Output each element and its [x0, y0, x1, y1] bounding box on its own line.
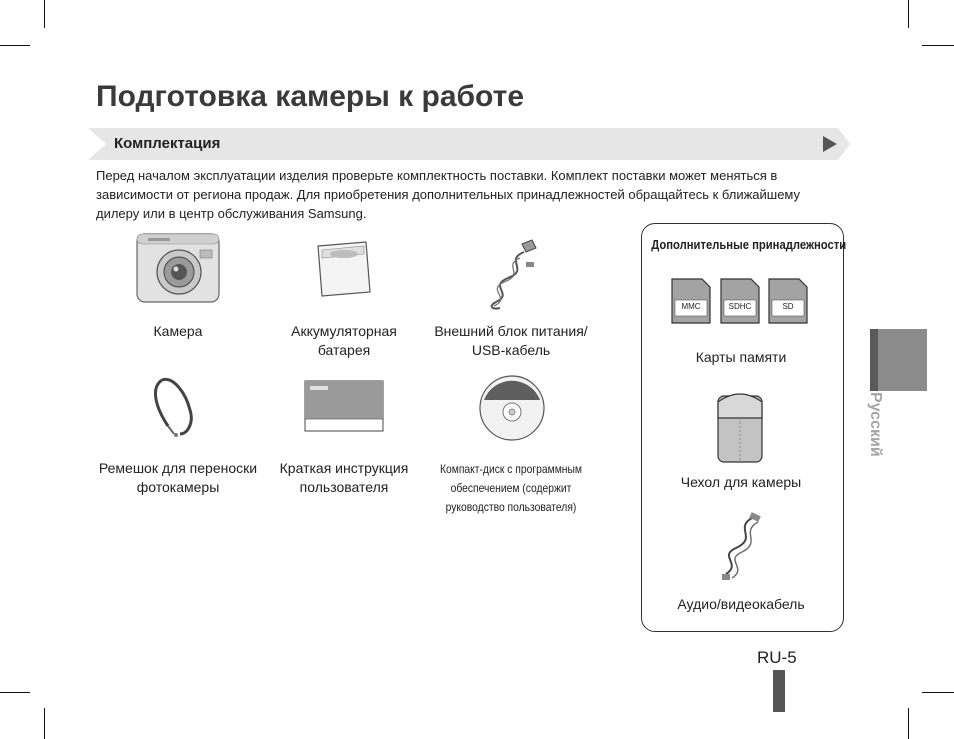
- intro-paragraph: Перед началом эксплуатации изделия проверьте комплектность поставки. Комплект поставки может меняться в зависимости от региона продаж. Для приобретения дополнительных принадлежностей обращайтесь к ближайшему дилеру или в центр обслуживания Samsung.: [96, 168, 801, 221]
- card-label: MMC: [681, 302, 701, 311]
- caption-memory-cards: Карты памяти: [695, 349, 787, 365]
- cd-illustration: [478, 374, 546, 442]
- crop-mark: [44, 0, 45, 28]
- camera-illustration: [134, 230, 222, 308]
- page-number: RU-5: [757, 648, 797, 667]
- caption-camera: [118, 322, 238, 341]
- language-label-wrap: [860, 392, 890, 472]
- card-label: SDHC: [728, 302, 752, 311]
- crop-mark: [922, 692, 954, 693]
- language-label: Русский: [867, 392, 884, 457]
- manual-illustration: [304, 380, 384, 432]
- section-heading: Комплектация: [114, 135, 221, 152]
- caption-line: USB-кабель: [471, 342, 551, 358]
- caption-av-cable: Аудио/видеокабель: [677, 596, 805, 612]
- crop-mark: [44, 708, 45, 739]
- crop-mark: [922, 45, 954, 46]
- crop-mark: [908, 708, 909, 739]
- strap-illustration: [146, 374, 212, 440]
- memory-card-mmc: [671, 278, 711, 324]
- memory-card-sdhc: [720, 278, 760, 324]
- caption-manual: [268, 459, 420, 497]
- card-label: SD: [782, 302, 794, 311]
- crop-mark: [0, 45, 30, 46]
- language-tab: [870, 329, 927, 391]
- power-adapter-illustration: [484, 236, 540, 312]
- av-cable-illustration: [712, 512, 770, 584]
- caption-line: пользователя: [299, 479, 389, 495]
- caption-power-adapter: [424, 322, 598, 360]
- language-tab-edge: [870, 329, 878, 391]
- camera-case-illustration: [716, 388, 764, 464]
- crop-mark: [0, 692, 30, 693]
- caption-line: Аккумуляторная: [291, 323, 397, 339]
- memory-card-sd: [768, 278, 808, 324]
- caption-battery: [274, 322, 414, 360]
- caption-strap: [94, 459, 262, 497]
- page-title: Подготовка камеры к работе: [96, 80, 525, 113]
- accessories-title: Дополнительные принадлежности: [651, 238, 847, 252]
- caption-line: руководство пользователя): [445, 500, 577, 514]
- battery-illustration: [314, 240, 374, 298]
- caption-line: Компакт-диск с программным: [439, 462, 583, 476]
- caption-line: Краткая инструкция: [279, 460, 409, 476]
- caption-line: обеспечением (содержит: [450, 481, 572, 495]
- caption-line: фотокамеры: [136, 479, 220, 495]
- caption-cd: [429, 460, 592, 517]
- caption-line: Ремешок для переноски: [98, 460, 258, 476]
- caption-line: Камера: [153, 323, 203, 339]
- caption-line: батарея: [317, 342, 371, 358]
- caption-line: Внешний блок питания/: [434, 323, 588, 339]
- page-marker-bar: [773, 670, 785, 712]
- crop-mark: [908, 0, 909, 28]
- caption-camera-case: Чехол для камеры: [680, 474, 802, 490]
